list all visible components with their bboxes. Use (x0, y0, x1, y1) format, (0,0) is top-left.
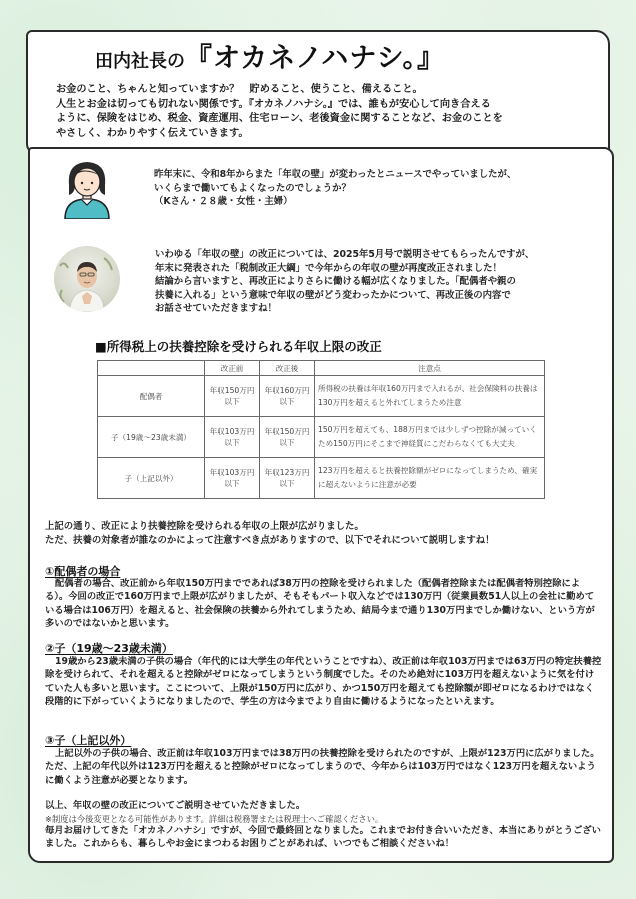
limit-before: 年収103万円以下 (205, 458, 260, 499)
answer-text (155, 248, 595, 316)
page-title (95, 36, 445, 75)
section-body-child-other: 上記以外の子供の場合、改正前は年収103万円までは38万円の扶養控除を受けられたのですが、上限が123万円に広がりました。ただ、上記の年代以外は123万円を超えると控除がゼロになってしまうので、今年からは103万円ではなく123万円を超えないように働くよう注意が必要となります。 (45, 748, 600, 786)
title-prefix: 田内社長の (95, 51, 185, 72)
answer-line: 年末に発表された「税制改正大綱」で今年からの年収の壁が再度改正されました！ (155, 262, 502, 274)
president-photo (54, 246, 120, 312)
intro-line: ように、保険をはじめ、税金、資産運用、住宅ローン、老後資金に関することなど、お金のことを (56, 113, 503, 124)
limit-after: 年収150万円以下 (260, 417, 315, 458)
closing-line: 以上、年収の壁の改正についてご説明させていただきました。 (45, 800, 306, 811)
summary-text (45, 520, 605, 548)
limit-before: 年収150万円以下 (205, 376, 260, 417)
table-row (98, 458, 545, 499)
limit-after: 年収160万円以下 (260, 376, 315, 417)
question-text (154, 168, 594, 209)
section-heading-child-19-23: ②子（19歳〜23歳未満） (45, 642, 173, 655)
table-row (98, 417, 545, 458)
table-header-row (98, 361, 545, 376)
closing-text (45, 800, 603, 850)
section-heading-spouse: ①配偶者の場合 (45, 565, 121, 578)
limit-after: 年収123万円以下 (260, 458, 315, 499)
question-line: （Kさん・２８歳・女性・主婦） (154, 196, 293, 207)
question-line: いくらまで働いてもよくなったのでしょうか？ (154, 182, 351, 194)
note-cell: 123万円を超えると扶養控除額がゼロになってしまうため、確実に超えないように注意が必要 (315, 458, 545, 499)
income-limit-table (97, 360, 545, 499)
president-photo-illustration (54, 246, 120, 312)
row-label: 子（19歳〜23歳未満） (98, 417, 205, 458)
answer-line: 結論から言いますと、再改正によりさらに働ける幅が広くなりました。「配偶者や親の (155, 276, 516, 287)
table-row (98, 376, 545, 417)
row-label: 配偶者 (98, 376, 205, 417)
row-label: 子（上記以外） (98, 458, 205, 499)
section-body-child-19-23: 19歳から23歳未満の子供の場合（年代的には大学生の年代ということですね）、改正前は年収103万円までは63万円の特定扶養控除を受けられて、それを超えると控除がゼロになってしまうという制度でした。そのため絶対に103万円を超えないように気を付けていた人も多いと思います。ここについて、上限が150万円に広がり、かつ150万円を超えても控除額が即ゼロになるわけではなく段階的に下がっていくようになりましたので、学生の方は今までより自由に働けるようになったといえます。 (45, 656, 602, 708)
summary-line: 上記の通り、改正により扶養控除を受けられる年収の上限が広がりました。 (45, 521, 364, 532)
table-header-cell (98, 361, 205, 376)
closing-line: 毎月お届けしてきた「オカネノハナシ」ですが、今回で最終回となりました。これまでお付き合いいただき、本当にありがとうございました。これからも、暮らしやお金にまつわるお困りごとがあれば、いつでもご相談くださいね！ (45, 825, 601, 849)
limit-before: 年収103万円以下 (205, 417, 260, 458)
section-body-spouse: 配偶者の場合、改正前から年収150万円までであれば38万円の控除を受けられました（配偶者控除または配偶者特別控除による）。今回の改正で160万円まで上限が広がりましたが、そもそもパート収入などでは130万円（従業員数51人以上の会社に勤めている場合は106万円）を超えると、社会保険の扶養から外れてしまうため、結局今まで通り130万円までしか働けない、という方が多いのではないかと思います。 (45, 578, 595, 630)
section-heading-child-other: ③子（上記以外） (45, 734, 132, 747)
intro-line: やさしく、わかりやすく伝えていきます。 (56, 127, 249, 139)
answer-line: 扶養に入れる」という意味で年収の壁がどう変わったかについて、再改正後の内容で (155, 289, 511, 301)
table-header-cell: 改正後 (260, 361, 315, 376)
summary-line: ただ、扶養の対象者が誰なのかによって注意すべき点がありますので、以下でそれについて説明しますね！ (45, 535, 495, 546)
intro-text (56, 83, 596, 141)
table-header-cell: 改正前 (205, 361, 260, 376)
woman-avatar-icon (55, 155, 119, 219)
title-main: 『オカネノハナシ。』 (185, 43, 446, 74)
note-cell: 150万円を超えても、188万円までは少しずつ控除が減っていくため150万円にそこまで神経質にこだわらなくても大丈夫 (315, 417, 545, 458)
note-cell: 所得税の扶養は年収160万円まで入れるが、社会保険料の扶養は130万円を超えると外れてしまうため注意 (315, 376, 545, 417)
answer-line: お話させていただきますね！ (155, 303, 277, 314)
question-line: 昨年末に、令和8年からまた「年収の壁」が変わったとニュースでやっていましたが、 (154, 169, 517, 180)
intro-line: お金のこと、ちゃんと知っていますか？ 貯めること、使うこと、備えること。 (56, 84, 423, 95)
intro-line: 人生とお金は切っても切れない関係です。『オカネノハナシ。』では、誰もが安心して向き合える (56, 98, 491, 110)
answer-line: いわゆる「年収の壁」の改正については、2025年5月号で説明させてもらったんですが、 (155, 249, 535, 260)
table-header-cell: 注意点 (315, 361, 545, 376)
disclaimer-note: ※制度は今後変更となる可能性があります。詳細は税務署または税理士へご確認ください。 (45, 813, 384, 824)
table-heading: ■所得税上の扶養控除を受けられる年収上限の改正 (95, 339, 382, 354)
